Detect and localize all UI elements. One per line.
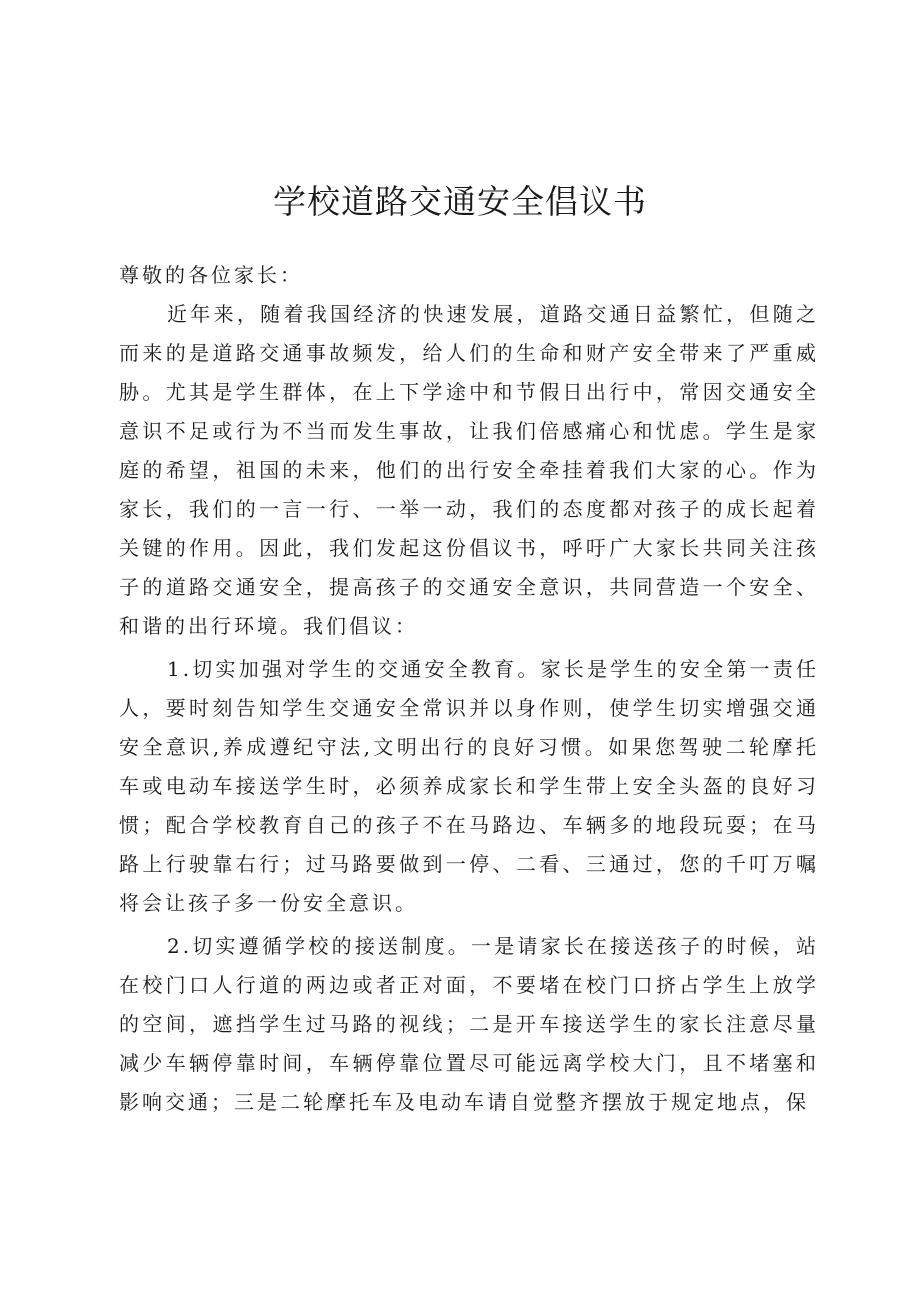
paragraph-intro: 近年来，随着我国经济的快速发展，道路交通日益繁忙，但随之而来的是道路交通事故频发，给人们的生命和财产安全带来了严重威胁。尤其是学生群体，在上下学途中和节假日出行中，常因交通安全意识不足或行为不当而发生事故，让我们倍感痛心和忧虑。学生是家庭的希望，祖国的未来，他们的出行安全牵挂着我们大家的心。作为家长，我们的一言一行、一举一动，我们的态度都对孩子的成长起着关键的作用。因此，我们发起这份倡议书，呼吁广大家长共同关注孩子的道路交通安全，提高孩子的交通安全意识，共同营造一个安全、和谐的出行环境。我们倡议：: [119, 302, 819, 638]
document-body: [119, 256, 819, 1122]
document-title: 学校道路交通安全倡议书: [273, 182, 647, 221]
paragraph-item-2: 2.切实遵循学校的接送制度。一是请家长在接送孩子的时候，站在校门口人行道的两边或者正对面，不要堵在校门口挤占学生上放学的空间，遮挡学生过马路的视线；二是开车接送学生的家长注意尽量减少车辆停靠时间，车辆停靠位置尽可能远离学校大门，且不堵塞和影响交通；三是二轮摩托车及电动车请自觉整齐摆放于规定地点，保: [119, 934, 819, 1114]
salutation: 尊敬的各位家长：: [119, 263, 303, 287]
paragraph-item-1: 1.切实加强对学生的交通安全教育。家长是学生的安全第一责任人，要时刻告知学生交通安全常识并以身作则，使学生切实增强交通安全意识,养成遵纪守法,文明出行的良好习惯。如果您驾驶二轮摩托车或电动车接送学生时，必须养成家长和学生带上安全头盔的良好习惯；配合学校教育自己的孩子不在马路边、车辆多的地段玩耍；在马路上行驶靠右行；过马路要做到一停、二看、三通过，您的千叮万嘱将会让孩子多一份安全意识。: [119, 657, 819, 915]
